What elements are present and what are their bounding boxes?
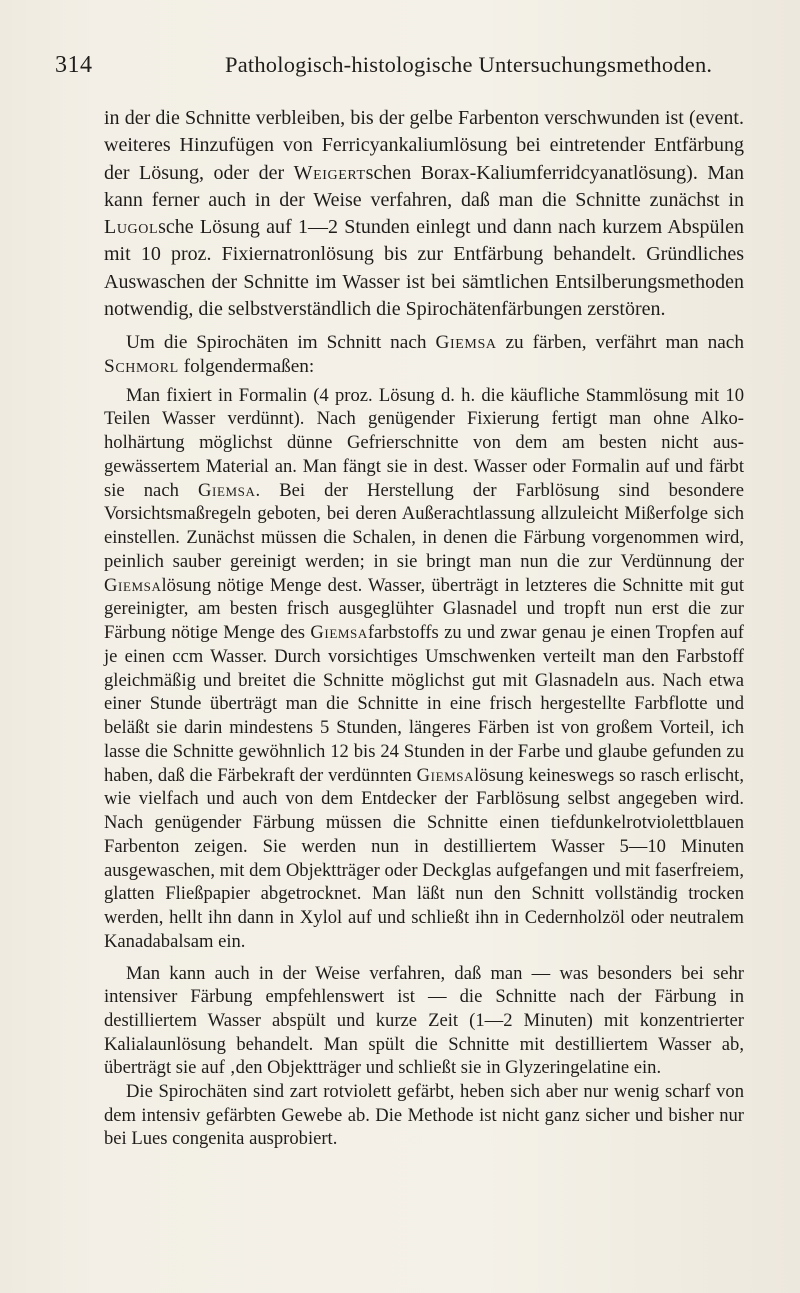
text-run: schen Borax-Kaliumferridcyanatlösung). Man kann ferner auch in der Weise verfahren, daß man die Schnitte zunächst in (104, 161, 744, 211)
text-run: lösung nötige Menge dest. Wasser, überträgt in letzteres die Schnitte mit gut gereinigter, am besten frisch ausgeglühter Glasnadel und tropft nun erst die zur Färbung nötige Menge des (104, 574, 744, 644)
text-run: Man kann auch in der Weise verfahren, daß man — was besonders bei sehr intensiver Färbung empfehlenswert ist — die Schnitte nach der Färbung in destilliertem Wasser abspült und kurze Zeit (1—2 Minuten) mit konzentrierter Kalialaunlösung behandelt. Man spült die Schnitte mit destilliertem Wasser ab, überträgt sie auf ‚den Objektträger und schließt sie in Glyzeringelatine ein. (104, 962, 744, 1079)
text-run: . Bei der Herstellung der Farblösung sind besondere Vorsichtsmaßregeln geboten, bei deren Außerachtlassung allzuleicht Mißerfolge sich einstellen. Zunächst müssen die Schalen, in denen die Färbung vorgenommen wird, peinlich sauber gereinigt werden; in sie bringt man nun die zur Verdünnung der (104, 479, 744, 572)
author-name: Giemsa (310, 622, 368, 644)
author-name: Lugol (104, 216, 159, 239)
text-run: sche Lösung auf 1—2 Stunden einlegt und dann nach kurzem Abspülen mit 10 proz. Fixiernatronlösung bis zur Entfärbung behandelt. Gründliches Auswaschen der Schnitte im Wasser ist bei sämtlichen Entsilberungsmethoden notwendig, die selbstverständlich die Spirochätenfärbungen zerstören. (104, 216, 744, 321)
text-run: zu färben, verfährt man nach (496, 332, 744, 354)
author-name: Giemsa (416, 764, 475, 786)
paragraph-result (104, 1080, 744, 1151)
page-header (55, 52, 760, 88)
author-name: Giemsa (435, 332, 497, 354)
paragraph-variant (104, 962, 744, 1081)
page-number: 314 (55, 52, 93, 78)
text-run: Man fixiert in Formalin (4 proz. Lösung d. h. die käufliche Stammlösung mit 10 Teilen Wasser verdünnt). Nach genügender Fixierung fertigt man ohne Alkoholhärtung möglichst dünne Gefrierschnitte von dem am besten nicht ausgewässertem Material an. Man fängt sie in dest. Wasser oder Formalin auf und färbt sie nach (104, 384, 744, 501)
page-body (104, 105, 744, 1151)
text-run: folgendermaßen: (178, 355, 315, 377)
text-run: in der die Schnitte verbleiben, bis der gelbe Farbenton verschwunden ist (event. weiteres Hinzufügen von Ferricyankaliumlösung bei eintretender Entfärbung der Lösung, oder der (104, 107, 744, 184)
text-run: lösung keineswegs so rasch erlischt, wie vielfach und auch von dem Entdecker der Farblösung selbst angegeben wird. Nach genügender Färbung müssen die Schnitte einen tiefdunkelrotviolettblauen Farbenton zeigen. Sie werden nun in destilliertem Wasser 5—10 Minuten ausgewaschen, mit dem Objektträger oder Deckglas aufgefangen und mit faserfreiem, glatten Fließpapier abgetrocknet. Man läßt nun den Schnitt vollständig trocken werden, hellt ihn dann in Xylol auf und schließt ihn in Cedernholzöl oder neutralem Kanadabalsam ein. (104, 764, 744, 952)
text-run: Um die Spirochäten im Schnitt nach (126, 332, 436, 354)
author-name: Giemsa (197, 479, 256, 501)
paragraph-method (104, 384, 744, 954)
running-head: Pathologisch-histologische Untersuchungsmethoden. (225, 52, 713, 77)
paragraph-giemsa-intro (104, 331, 744, 378)
author-name: Weigert (293, 161, 366, 184)
text-run: farbstoffs zu und zwar genau je einen Tropfen auf je einen ccm Wasser. Durch vorsichtiges Umschwenken verteilt man den Farbstoff gleichmäßig und breitet die Schnitte möglichst gut mit Glasnadeln aus. Nach etwa einer Stunde überträgt man die Schnitte in eine frisch hergestellte Farbflotte und beläßt sie darin mindestens 5 Stunden, längeres Färben ist von großem Vorteil, ich lasse die Schnitte gewöhnlich 12 bis 24 Stunden in der Farbe und glaube gefunden zu haben, daß die Färbekraft der verdünnten (104, 622, 745, 786)
text-run: Die Spirochäten sind zart rotviolett gefärbt, heben sich aber nur wenig scharf von dem intensiv gefärbten Gewebe ab. Die Methode ist nicht ganz sicher und bisher nur bei Lues congenita ausprobiert. (104, 1081, 744, 1150)
paragraph-entsilberung (104, 105, 744, 323)
author-name: Schmorl (104, 355, 179, 377)
author-name: Giemsa (104, 574, 162, 596)
